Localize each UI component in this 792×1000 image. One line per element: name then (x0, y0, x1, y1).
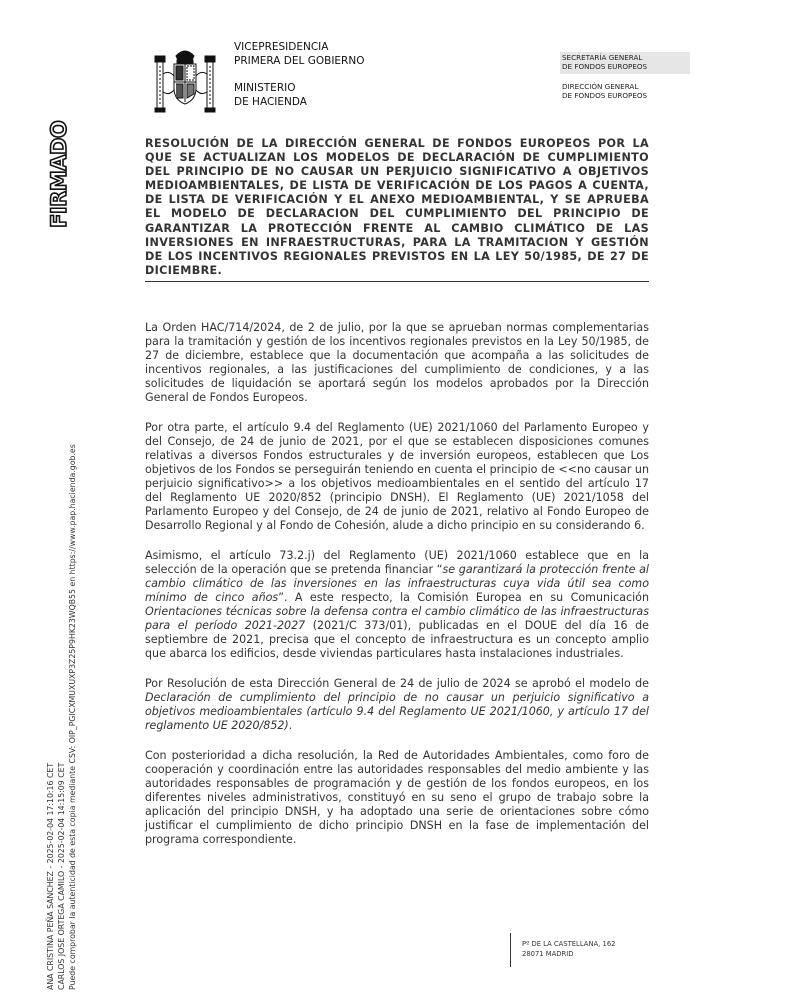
ministry-line: DE HACIENDA (234, 95, 307, 108)
direccion-line: DE FONDOS EUROPEOS (562, 91, 648, 100)
direccion-line: DIRECCIÓN GENERAL (562, 82, 639, 91)
ministry-line: MINISTERIO (234, 82, 296, 94)
firmado-stamp-text: FIRMADO (47, 120, 71, 228)
signature-line-1: ANA CRISTINA PEÑA SANCHEZ - 2025-02-04 17:10:16 CET (46, 762, 55, 990)
document-title: RESOLUCIÓN DE LA DIRECCIÓN GENERAL DE FONDOS EUROPEOS POR LA QUE SE ACTUALIZAN LOS MODELOS DE DECLARACIÓN DE CUMPLIMIENTO DEL PRINCIPIO DE NO CAUSAR UN PERJUICIO SIGNIFICATIVO A OBJETIVOS MEDIOAMBIENTALES, DE LISTA DE VERIFICACIÓN DE LOS PAGOS A CUENTA, DE LISTA DE VERIFICACIÓN Y EL ANEXO MEDIOAMBIENTAL, Y SE APRUEBA EL MODELO DE DECLARACION DEL CUMPLIMIENTO DEL PRINCIPIO DE GARANTIZAR LA PROTECCIÓN FRENTE AL CAMBIO CLIMÁTICO DE LAS INVERSIONES EN INFRAESTRUCTURAS, PARA LA TRAMITACION Y GESTIÓN DE LOS INCENTIVOS REGIONALES PREVISTOS EN LA LEY 50/1985, DE 27 DE DICIEMBRE. (145, 137, 649, 282)
firmado-stamp (47, 118, 71, 228)
paragraph: Asimismo, el artículo 73.2.j) del Reglamento (UE) 2021/1060 establece que en la selección de la operación que se pretenda financiar “se garantizará la protección frente al cambio climático de las inversiones en las infraestructuras cuya vida útil sea como mínimo de cinco años”. A este respecto, la Comisión Europea en su Comunicación Orientaciones técnicas sobre la defensa contra el cambio climático de las infraestructuras para el período 2021-2027 (2021/C 373/01), publicadas en el DOUE del día 16 de septiembre de 2021, precisa que el concepto de infraestructura es un concepto amplio que abarca los edificios, desde viviendas particulares hasta instalaciones industriales. (145, 549, 649, 660)
coat-of-arms-icon (152, 44, 218, 118)
csv-verification-line: Puede comprobar la autenticidad de esta copia mediante CSV: OIP_PGICXMUXUXP3Z25P9HK23WQB55 en https://www.pap.hacienda.gob.es (68, 444, 77, 990)
paragraph: Por otra parte, el artículo 9.4 del Reglamento (UE) 2021/1060 del Parlamento Europeo y del Consejo, de 24 de junio de 2021, por el que se establecen disposiciones comunes relativas a diversos Fondos estructurales y de inversión europeos, establecen que Los objetivos de los Fondos se perseguirán teniendo en cuenta el principio de <<no causar un perjuicio significativo>> a los objetivos medioambientales en el sentido del artículo 17 del Reglamento UE 2020/852 (principio DNSH). El Reglamento (UE) 2021/1058 del Parlamento Europeo y del Consejo, de 24 de junio de 2021, relativo al Fondo Europeo de Desarrollo Regional y al Fondo de Cohesión, alude a dicho principio en su considerando 6. (145, 421, 649, 532)
address-line: 28071 MADRID (522, 950, 574, 958)
ministry-header (234, 41, 364, 109)
secretaria-line: DE FONDOS EUROPEOS (562, 62, 648, 71)
department-header (560, 52, 690, 100)
document-body (145, 321, 649, 863)
ministry-line: PRIMERA DEL GOBIERNO (234, 54, 365, 67)
secretaria-box (560, 52, 690, 74)
ministry-line: VICEPRESIDENCIA (234, 41, 329, 53)
signature-line-2: CARLOS JOSE ORTEGA CAMILO - 2025-02-04 14:15:09 CET (57, 762, 66, 990)
secretaria-line: SECRETARÍA GENERAL (562, 53, 643, 62)
paragraph: Con posterioridad a dicha resolución, la Red de Autoridades Ambientales, como foro de cooperación y coordinación entre las autoridades responsables del medio ambiente y las autoridades responsables de programación y de gestión de los fondos europeos, en los diferentes niveles administrativos, constituyó en su seno el grupo de trabajo sobre la aplicación del principio DNSH, y ha adoptado una serie de orientaciones sobre cómo justificar el cumplimiento de dicho principio DNSH en la fase de implementación del programa correspondiente. (145, 749, 649, 846)
footer-address (510, 933, 615, 967)
address-line: Pº DE LA CASTELLANA, 162 (522, 940, 616, 948)
paragraph: Por Resolución de esta Dirección General de 24 de julio de 2024 se aprobó el modelo de Declaración de cumplimiento del principio de no causar un perjuicio significativo a objetivos medioambientales (artículo 9.4 del Reglamento UE 2021/1060, y artículo 17 del reglamento UE 2020/852). (145, 677, 649, 732)
direccion-block (560, 74, 690, 100)
paragraph: La Orden HAC/714/2024, de 2 de julio, por la que se aprueban normas complementarias para la tramitación y gestión de los incentivos regionales previstos en la Ley 50/1985, de 27 de diciembre, establece que la documentación que acompaña a las solicitudes de incentivos regionales, a las justificaciones del cumplimiento de condiciones, y a las solicitudes de liquidación se aportará según los modelos aprobados por la Dirección General de Fondos Europeos. (145, 321, 649, 404)
